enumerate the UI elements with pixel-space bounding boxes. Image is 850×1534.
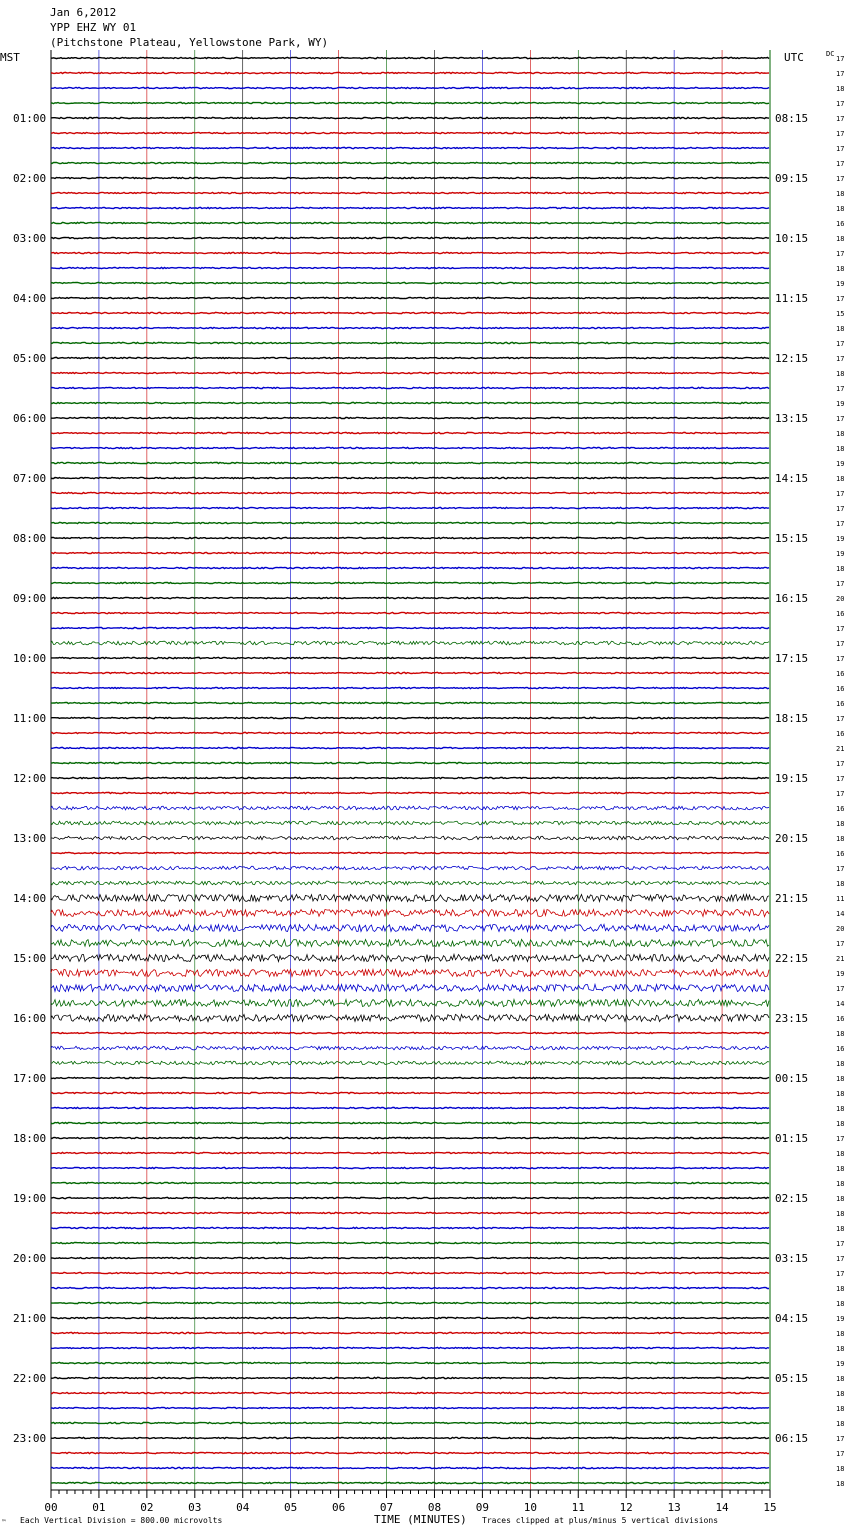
dc-offset-36: 20 [836,595,845,603]
dc-offset-75: 18 [836,1180,845,1188]
dc-offset-labels [836,55,844,1488]
trace-row-12 [51,237,769,238]
trace-row-20 [51,357,769,358]
header [50,6,328,49]
corner-mark: ™ [2,1519,6,1526]
x-tick-label-02: 02 [140,1501,154,1514]
utc-label-20: 04:15 [775,1312,809,1325]
trace-row-51 [51,821,769,825]
x-tick-label-06: 06 [331,1501,346,1514]
dc-offset-10: 18 [836,205,845,213]
location-label: (Pitchstone Plateau, Yellowstone Park, WY) [50,36,329,49]
trace-row-64 [51,1014,769,1021]
trace-row-89 [51,1392,769,1393]
trace-row-75 [51,1182,769,1183]
dc-offset-19: 17 [836,340,845,348]
dc-offset-88: 18 [836,1375,845,1383]
x-tick-label-14: 14 [715,1501,729,1514]
dc-offset-1: 17 [836,70,845,78]
trace-row-19 [51,342,769,343]
dc-offset-16: 17 [836,295,845,303]
trace-row-41 [51,672,769,673]
trace-row-6 [51,147,769,148]
dc-offset-7: 17 [836,160,845,168]
utc-label-4: 12:15 [775,352,809,365]
dc-offset-72: 17 [836,1135,845,1143]
trace-row-87 [51,1362,769,1363]
dc-offset-20: 17 [836,355,845,363]
trace-row-34 [51,567,769,568]
trace-row-3 [51,102,769,103]
trace-row-44 [51,717,769,718]
utc-label-12: 20:15 [775,832,809,845]
dc-offset-62: 17 [836,985,845,993]
trace-row-22 [51,387,769,388]
mst-label-1: 02:00 [13,172,47,185]
dc-offset-95: 18 [836,1480,845,1488]
x-tick-label-09: 09 [475,1501,490,1514]
trace-row-57 [51,909,769,916]
trace-row-61 [51,969,769,976]
trace-row-29 [51,492,769,493]
dc-offset-30: 17 [836,505,845,513]
trace-row-82 [51,1287,769,1288]
dc-offset-65: 18 [836,1030,845,1038]
dc-offset-52: 18 [836,835,845,843]
trace-row-53 [51,852,769,853]
x-axis [44,1490,776,1514]
utc-label-3: 11:15 [775,292,809,305]
utc-label-5: 13:15 [775,412,809,425]
trace-row-83 [51,1302,769,1303]
trace-row-88 [51,1377,769,1378]
mst-label-8: 09:00 [13,592,47,605]
trace-row-80 [51,1257,769,1258]
dc-offset-92: 17 [836,1435,845,1443]
dc-offset-18: 18 [836,325,845,333]
mst-label-21: 22:00 [13,1372,47,1385]
trace-row-46 [51,747,769,748]
dc-offset-33: 19 [836,550,845,558]
dc-offset-81: 17 [836,1270,845,1278]
mst-label-7: 08:00 [13,532,47,545]
trace-row-52 [51,836,769,840]
trace-row-40 [51,657,769,658]
dc-offset-76: 18 [836,1195,845,1203]
utc-label-21: 05:15 [775,1372,809,1385]
dc-offset-49: 17 [836,790,845,798]
dc-offset-80: 17 [836,1255,845,1263]
dc-offset-77: 18 [836,1210,845,1218]
dc-offset-60: 21 [836,955,845,963]
mst-label-12: 13:00 [13,832,47,845]
trace-row-85 [51,1332,769,1333]
mst-label-15: 16:00 [13,1012,47,1025]
utc-label-11: 19:15 [775,772,809,785]
trace-row-63 [51,999,769,1006]
dc-offset-11: 16 [836,220,845,228]
dc-offset-12: 18 [836,235,845,243]
dc-offset-69: 18 [836,1090,845,1098]
utc-label-2: 10:15 [775,232,809,245]
trace-row-28 [51,477,769,478]
dc-offset-73: 18 [836,1150,845,1158]
trace-row-55 [51,881,769,885]
x-tick-label-04: 04 [236,1501,250,1514]
left-axis-label: MST [0,51,20,64]
dc-offset-37: 16 [836,610,845,618]
trace-row-18 [51,327,769,328]
station-label: YPP EHZ WY 01 [50,21,137,34]
dc-offset-44: 17 [836,715,845,723]
trace-row-69 [51,1092,769,1093]
trace-row-7 [51,162,769,163]
x-tick-label-13: 13 [667,1501,681,1514]
trace-row-17 [51,312,769,313]
dc-offset-71: 18 [836,1120,845,1128]
trace-row-47 [51,762,769,763]
dc-offset-31: 17 [836,520,845,528]
mst-label-0: 01:00 [13,112,47,125]
mst-label-5: 06:00 [13,412,47,425]
mst-label-13: 14:00 [13,892,47,905]
dc-offset-0: 17 [836,55,845,63]
trace-row-67 [51,1061,769,1065]
x-tick-label-01: 01 [92,1501,106,1514]
trace-row-39 [51,641,769,645]
dc-offset-82: 18 [836,1285,845,1293]
mst-label-17: 18:00 [13,1132,47,1145]
trace-row-37 [51,612,769,613]
dc-offset-2: 18 [836,85,845,93]
trace-row-26 [51,447,769,448]
trace-row-9 [51,192,769,193]
trace-row-71 [51,1122,769,1123]
utc-label-14: 22:15 [775,952,809,965]
x-tick-label-07: 07 [379,1501,394,1514]
mst-label-4: 05:00 [13,352,47,365]
dc-offset-9: 18 [836,190,845,198]
trace-row-50 [51,806,769,810]
trace-row-94 [51,1467,769,1468]
dc-offset-24: 17 [836,415,845,423]
trace-row-36 [51,597,769,598]
scale-note: Each Vertical Division = 800.00 microvolts [20,1516,223,1525]
dc-offset-27: 19 [836,460,845,468]
trace-row-27 [51,462,769,463]
dc-offset-79: 17 [836,1240,845,1248]
trace-row-54 [51,866,769,870]
dc-offset-94: 18 [836,1465,845,1473]
trace-row-14 [51,267,769,268]
dc-offset-25: 18 [836,430,845,438]
mst-label-11: 12:00 [13,772,47,785]
utc-label-7: 15:15 [775,532,809,545]
dc-offset-14: 18 [836,265,845,273]
trace-row-90 [51,1407,769,1408]
mst-label-22: 23:00 [13,1432,47,1445]
dc-offset-55: 18 [836,880,845,888]
mst-label-14: 15:00 [13,952,47,965]
dc-offset-84: 19 [836,1315,845,1323]
trace-row-84 [51,1317,769,1318]
dc-offset-45: 16 [836,730,845,738]
trace-row-32 [51,537,769,538]
trace-row-5 [51,132,769,133]
mst-label-10: 11:00 [13,712,47,725]
dc-offset-13: 17 [836,250,845,258]
mst-label-16: 17:00 [13,1072,47,1085]
trace-row-38 [51,627,769,628]
utc-label-1: 09:15 [775,172,809,185]
trace-rows [51,57,769,1483]
x-tick-label-11: 11 [571,1501,585,1514]
dc-offset-74: 18 [836,1165,845,1173]
dc-offset-59: 17 [836,940,845,948]
dc-offset-86: 18 [836,1345,845,1353]
dc-offset-48: 17 [836,775,845,783]
dc-offset-68: 18 [836,1075,845,1083]
utc-label-10: 18:15 [775,712,809,725]
dc-offset-15: 19 [836,280,845,288]
dc-offset-78: 18 [836,1225,845,1233]
trace-row-91 [51,1422,769,1423]
dc-offset-17: 15 [836,310,845,318]
trace-row-60 [51,954,769,961]
dc-offset-51: 18 [836,820,845,828]
mst-label-3: 04:00 [13,292,47,305]
utc-label-19: 03:15 [775,1252,809,1265]
trace-row-23 [51,402,769,403]
dc-offset-87: 19 [836,1360,845,1368]
trace-row-73 [51,1152,769,1153]
mst-label-20: 21:00 [13,1312,47,1325]
trace-row-81 [51,1272,769,1273]
trace-row-93 [51,1452,769,1453]
clip-note: Traces clipped at plus/minus 5 vertical divisions [482,1516,719,1525]
dc-offset-40: 17 [836,655,845,663]
dc-offset-42: 16 [836,685,845,693]
dc-offset-41: 16 [836,670,845,678]
trace-row-77 [51,1212,769,1213]
dc-offset-53: 16 [836,850,845,858]
dc-offset-89: 18 [836,1390,845,1398]
utc-label-6: 14:15 [775,472,809,485]
trace-row-33 [51,552,769,553]
utc-label-13: 21:15 [775,892,809,905]
trace-row-65 [51,1032,769,1033]
utc-hour-labels [775,112,808,1445]
utc-label-22: 06:15 [775,1432,809,1445]
mst-label-9: 10:00 [13,652,47,665]
trace-row-0 [51,57,769,58]
dc-offset-4: 17 [836,115,845,123]
trace-row-58 [51,924,769,931]
dc-offset-5: 17 [836,130,845,138]
trace-row-11 [51,222,769,223]
mst-label-2: 03:00 [13,232,47,245]
dc-label: DC [826,50,835,58]
dc-offset-35: 17 [836,580,845,588]
dc-offset-63: 14 [836,1000,845,1008]
dc-offset-50: 16 [836,805,845,813]
utc-label-18: 02:15 [775,1192,809,1205]
trace-row-21 [51,372,769,373]
utc-label-16: 00:15 [775,1072,809,1085]
trace-row-43 [51,702,769,703]
dc-offset-91: 18 [836,1420,845,1428]
x-tick-label-08: 08 [427,1501,442,1514]
utc-label-15: 23:15 [775,1012,809,1025]
dc-offset-64: 16 [836,1015,845,1023]
dc-offset-3: 17 [836,100,845,108]
trace-row-45 [51,732,769,733]
dc-offset-23: 19 [836,400,845,408]
trace-row-31 [51,522,769,523]
x-tick-label-10: 10 [523,1501,537,1514]
trace-row-66 [51,1046,769,1050]
trace-row-92 [51,1437,769,1438]
trace-row-72 [51,1137,769,1138]
mst-label-18: 19:00 [13,1192,47,1205]
x-tick-label-15: 15 [763,1501,777,1514]
trace-row-1 [51,72,769,73]
dc-offset-46: 21 [836,745,845,753]
trace-row-78 [51,1227,769,1228]
trace-row-79 [51,1242,769,1243]
dc-offset-22: 17 [836,385,845,393]
trace-row-25 [51,432,769,433]
trace-row-35 [51,582,769,583]
mst-hour-labels [13,112,46,1445]
trace-row-10 [51,207,769,208]
trace-row-24 [51,417,769,418]
dc-offset-90: 18 [836,1405,845,1413]
dc-offset-85: 18 [836,1330,845,1338]
trace-row-48 [51,777,769,778]
dc-offset-93: 17 [836,1450,845,1458]
dc-offset-29: 17 [836,490,845,498]
trace-row-76 [51,1197,769,1198]
mst-label-19: 20:00 [13,1252,47,1265]
trace-row-16 [51,297,769,298]
dc-offset-66: 16 [836,1045,845,1053]
dc-offset-57: 14 [836,910,845,918]
trace-row-59 [51,939,769,946]
right-axis-label: UTC [784,51,804,64]
trace-row-86 [51,1347,769,1348]
trace-row-30 [51,507,769,508]
x-axis-title: TIME (MINUTES) [374,1513,467,1526]
dc-offset-83: 18 [836,1300,845,1308]
trace-row-2 [51,87,769,88]
x-tick-label-00: 00 [44,1501,58,1514]
dc-offset-43: 16 [836,700,845,708]
trace-row-13 [51,252,769,253]
date-label: Jan 6,2012 [50,6,117,19]
trace-row-15 [51,282,769,283]
dc-offset-34: 18 [836,565,845,573]
x-tick-label-03: 03 [188,1501,202,1514]
x-tick-label-05: 05 [284,1501,298,1514]
dc-offset-56: 11 [836,895,845,903]
dc-offset-54: 17 [836,865,845,873]
utc-label-9: 17:15 [775,652,809,665]
utc-label-17: 01:15 [775,1132,809,1145]
mst-label-6: 07:00 [13,472,47,485]
trace-row-4 [51,117,769,118]
trace-row-8 [51,177,769,178]
trace-row-49 [51,792,769,793]
trace-row-95 [51,1482,769,1483]
dc-offset-6: 17 [836,145,845,153]
trace-row-68 [51,1077,769,1078]
dc-offset-8: 17 [836,175,845,183]
trace-row-42 [51,687,769,688]
dc-offset-67: 18 [836,1060,845,1068]
trace-row-56 [51,895,769,902]
dc-offset-61: 19 [836,970,845,978]
dc-offset-39: 17 [836,640,845,648]
dc-offset-38: 17 [836,625,845,633]
trace-row-74 [51,1167,769,1168]
utc-label-0: 08:15 [775,112,809,125]
utc-label-8: 16:15 [775,592,809,605]
x-tick-label-12: 12 [619,1501,633,1514]
dc-offset-58: 20 [836,925,845,933]
dc-offset-21: 18 [836,370,845,378]
dc-offset-32: 19 [836,535,845,543]
dc-offset-26: 18 [836,445,845,453]
trace-row-62 [51,984,769,991]
dc-offset-47: 17 [836,760,845,768]
trace-row-70 [51,1107,769,1108]
dc-offset-28: 18 [836,475,845,483]
dc-offset-70: 18 [836,1105,845,1113]
footer [2,1513,718,1526]
